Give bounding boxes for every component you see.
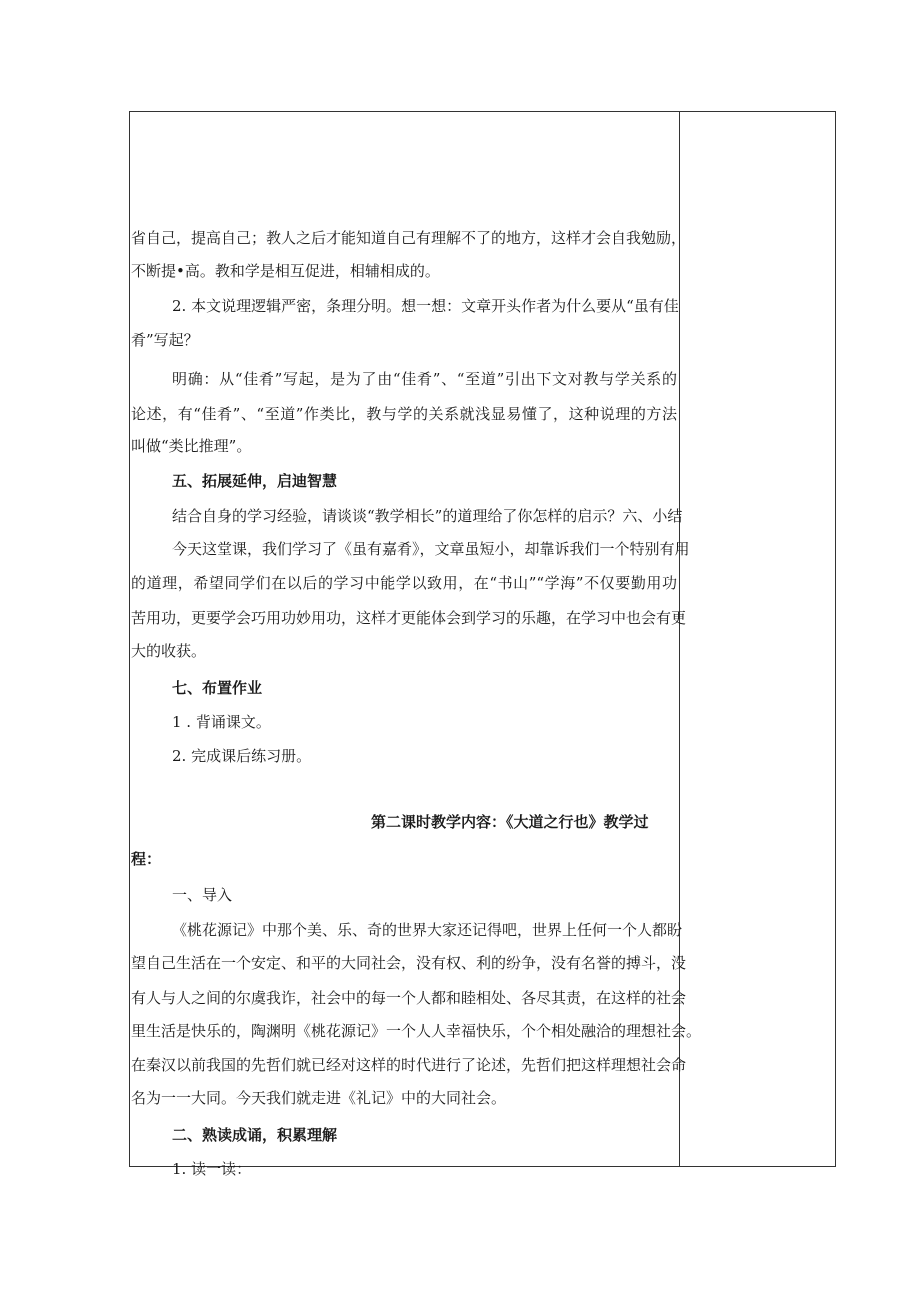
text-line: 2. 本文说理逻辑严密，条理分明。想一想：文章开头作者为什么要从“虽有佳 [172, 297, 679, 315]
section-heading: 二、熟读成诵，积累理解 [172, 1126, 338, 1144]
lesson-title: 第二课时教学内容：《大道之行也》教学过 [371, 813, 649, 831]
text-line: 名为一一大同。今天我们就走进《礼记》中的大同社会。 [131, 1089, 507, 1107]
text-line: 望自己生活在一个安定、和平的大同社会，没有权、利的纷争，没有名誉的搏斗，没 [131, 954, 687, 972]
text-line: 肴”写起？ [131, 331, 199, 349]
text-line: 省自己，提高自己；教人之后才能知道自己有理解不了的地方，这样才会自我勉励， [131, 229, 687, 247]
text-line: 不断提•高。教和学是相互促进，相辅相成的。 [131, 262, 440, 280]
text-line: 苦用功，更要学会巧用功妙用功，这样才更能体会到学习的乐趣，在学习中也会有更 [131, 609, 687, 627]
text-line: 1 . 背诵课文。 [172, 713, 271, 731]
text-line: 结合自身的学习经验，请谈谈“教学相长”的道理给了你怎样的启示？六、小结 [172, 507, 683, 525]
text-line: 2. 完成课后练习册。 [172, 747, 312, 765]
text-line: 论述，有“佳肴”、“至道”作类比，教与学的关系就浅显易懂了，这种说理的方法 [131, 405, 677, 423]
text-line: 在秦汉以前我国的先哲们就已经对这样的时代进行了论述，先哲们把这样理想社会命 [131, 1056, 687, 1074]
text-line: 今天这堂课，我们学习了《虽有嘉肴》，文章虽短小，却靠诉我们一个特别有用 [172, 540, 690, 558]
section-heading: 七、布置作业 [172, 679, 263, 697]
text-line: 明确：从“佳肴”写起，是为了由“佳肴”、“至道”引出下文对教与学关系的 [172, 370, 677, 388]
table-column-divider [679, 111, 680, 1167]
lesson-title-continued: 程： [131, 850, 162, 868]
text-line: 有人与人之间的尔虞我诈，社会中的每一个人都和睦相处、各尽其责，在这样的社会 [131, 989, 687, 1007]
section-heading: 五、拓展延伸，启迪智慧 [172, 472, 338, 490]
text-line: 的道理，希望同学们在以后的学习中能学以致用，在“书山”“学海”不仅要勤用功 [131, 574, 677, 592]
main-cell [131, 111, 702, 1178]
text-line: 1. 读一读： [172, 1160, 252, 1178]
text-line: 大的收获。 [131, 642, 207, 660]
section-heading: 一、导入 [172, 886, 233, 904]
text-line: 《桃花源记》中那个美、乐、奇的世界大家还记得吧，世界上任何一个人都盼 [172, 921, 683, 939]
text-line: 叫做“类比推理”。 [131, 437, 252, 455]
text-line: 里生活是快乐的，陶渊明《桃花源记》一个人人幸福快乐，个个相处融洽的理想社会。 [131, 1022, 702, 1040]
